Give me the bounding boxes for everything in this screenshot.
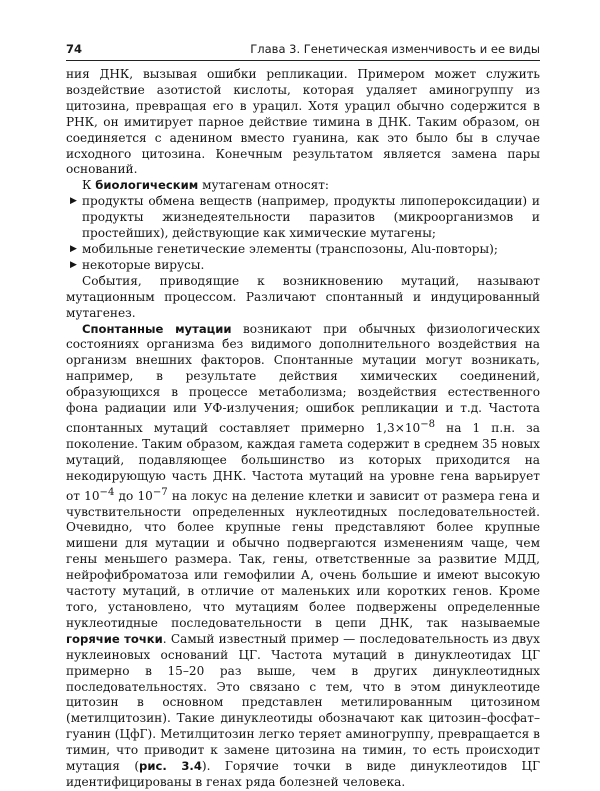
page-number: 74 bbox=[66, 42, 83, 56]
bullet-item bbox=[66, 194, 540, 242]
bullet-item bbox=[66, 242, 540, 258]
bullet-marker-icon: ▶ bbox=[70, 243, 77, 254]
text-span: до 10 bbox=[114, 488, 153, 503]
figure-reference: рис. 3.4 bbox=[139, 759, 202, 774]
text-span: на 1 п.н. за поколение. Таким образом, каждая гамета содержит в среднем 35 новых мутаций, подавляющее большинство из которых приходится на некодирующую часть ДНК. Частота мутаций на уровне гена варьирует от 10 bbox=[66, 420, 540, 503]
bullet-marker-icon: ▶ bbox=[70, 196, 77, 207]
running-header bbox=[66, 40, 540, 60]
main-text bbox=[66, 67, 540, 791]
paragraph-1: ния ДНК, вызывая ошибки репликации. Примером может служить воздействие азотистой кислоты, которая удаляет аминогруппу из цитозина, превращая его в урацил. Хотя урацил обычно содержится в РНК, он имитирует парное действие тимина в ДНК. Таким образом, он соединяется с аденином вместо гуанина, как это было бы в случае исходного цитозина. Конечным результатом является замена пары оснований. bbox=[66, 67, 540, 177]
superscript: −7 bbox=[152, 486, 168, 498]
paragraph-3: События, приводящие к возникновению мутаций, называют мутационным процессом. Различают спонтанный и индуцированный мутагенез. bbox=[66, 273, 540, 320]
bullet-item bbox=[66, 258, 540, 274]
text-span: ). Горячие точки в виде динуклеотидов ЦГ идентифицированы в генах ряда болезней человека. bbox=[66, 759, 541, 789]
text-span: К bbox=[82, 178, 96, 193]
bullet-text: некоторые вирусы. bbox=[82, 257, 205, 272]
superscript: −4 bbox=[99, 486, 115, 498]
superscript: −8 bbox=[420, 418, 436, 430]
bold-term: горячие точки bbox=[66, 631, 163, 646]
header-rule bbox=[66, 60, 540, 61]
text-span: на локус на деление клетки и зависит от размера гена и чувствительности определенных нуклеотидных последовательностей. Очевидно, что более крупные гены представляют более крупные мишени для мутации и обычно подвергаются изменениям чаще, чем гены меньшего размера. Так, гены, ответственные за развитие МДД, нейрофиброматоза или гемофилии А, очень большие и имеют высокую частоту мутаций, в отличие от маленьких или коротких генов. Кроме того, установлено, что мутациям более подвержены определенные нуклеотидные последовательности в цепи ДНК, так называемые bbox=[66, 488, 540, 630]
text-span: мутагенам относят: bbox=[198, 178, 329, 193]
bold-term: Спонтанные мутации bbox=[82, 321, 232, 336]
bold-term: биологическим bbox=[95, 178, 199, 193]
paragraph-4 bbox=[66, 322, 540, 791]
bullet-text: мобильные генетические элементы (транспозоны, Alu-повторы); bbox=[82, 241, 498, 256]
chapter-title: Глава 3. Генетическая изменчивость и ее виды bbox=[250, 42, 540, 56]
text-span: . Самый известный пример — последовательность из двух нуклеиновых оснований ЦГ. Частота мутаций в динуклеотидах ЦГ примерно в 15–20 раз выше, чем в других динуклеотидных последовательностях. Это связано с тем, что в этом динуклеотиде цитозин в основном представлен метилированным цитозином (метилцитозин). Такие динуклеотиды обозначают как цитозин–фосфат–гуанин (ЦфГ). Метилцитозин легко теряет аминогруппу, превращается в тимин, что приводит к замене цитозина на тимин, то есть происходит мутация ( bbox=[66, 631, 540, 774]
bullet-marker-icon: ▶ bbox=[70, 259, 77, 270]
bullet-text: продукты обмена веществ (например, продукты липопероксидации) и продукты жизнедеятельности паразитов (микроорганизмов и простейших), действующие как химические мутагены; bbox=[82, 194, 540, 241]
text-span: возникают при обычных физиологических состояниях организма без видимого дополнительного воздействия на организм внешних факторов. Спонтанные мутации могут возникать, например, в результате действия химических соединений, образующихся в процессе метаболизма; воздействия естественного фона радиации или УФ-излучения; ошибок репликации и т.д. Частота спонтанных мутаций составляет примерно 1,3×10 bbox=[66, 321, 541, 435]
paragraph-2 bbox=[66, 178, 540, 194]
